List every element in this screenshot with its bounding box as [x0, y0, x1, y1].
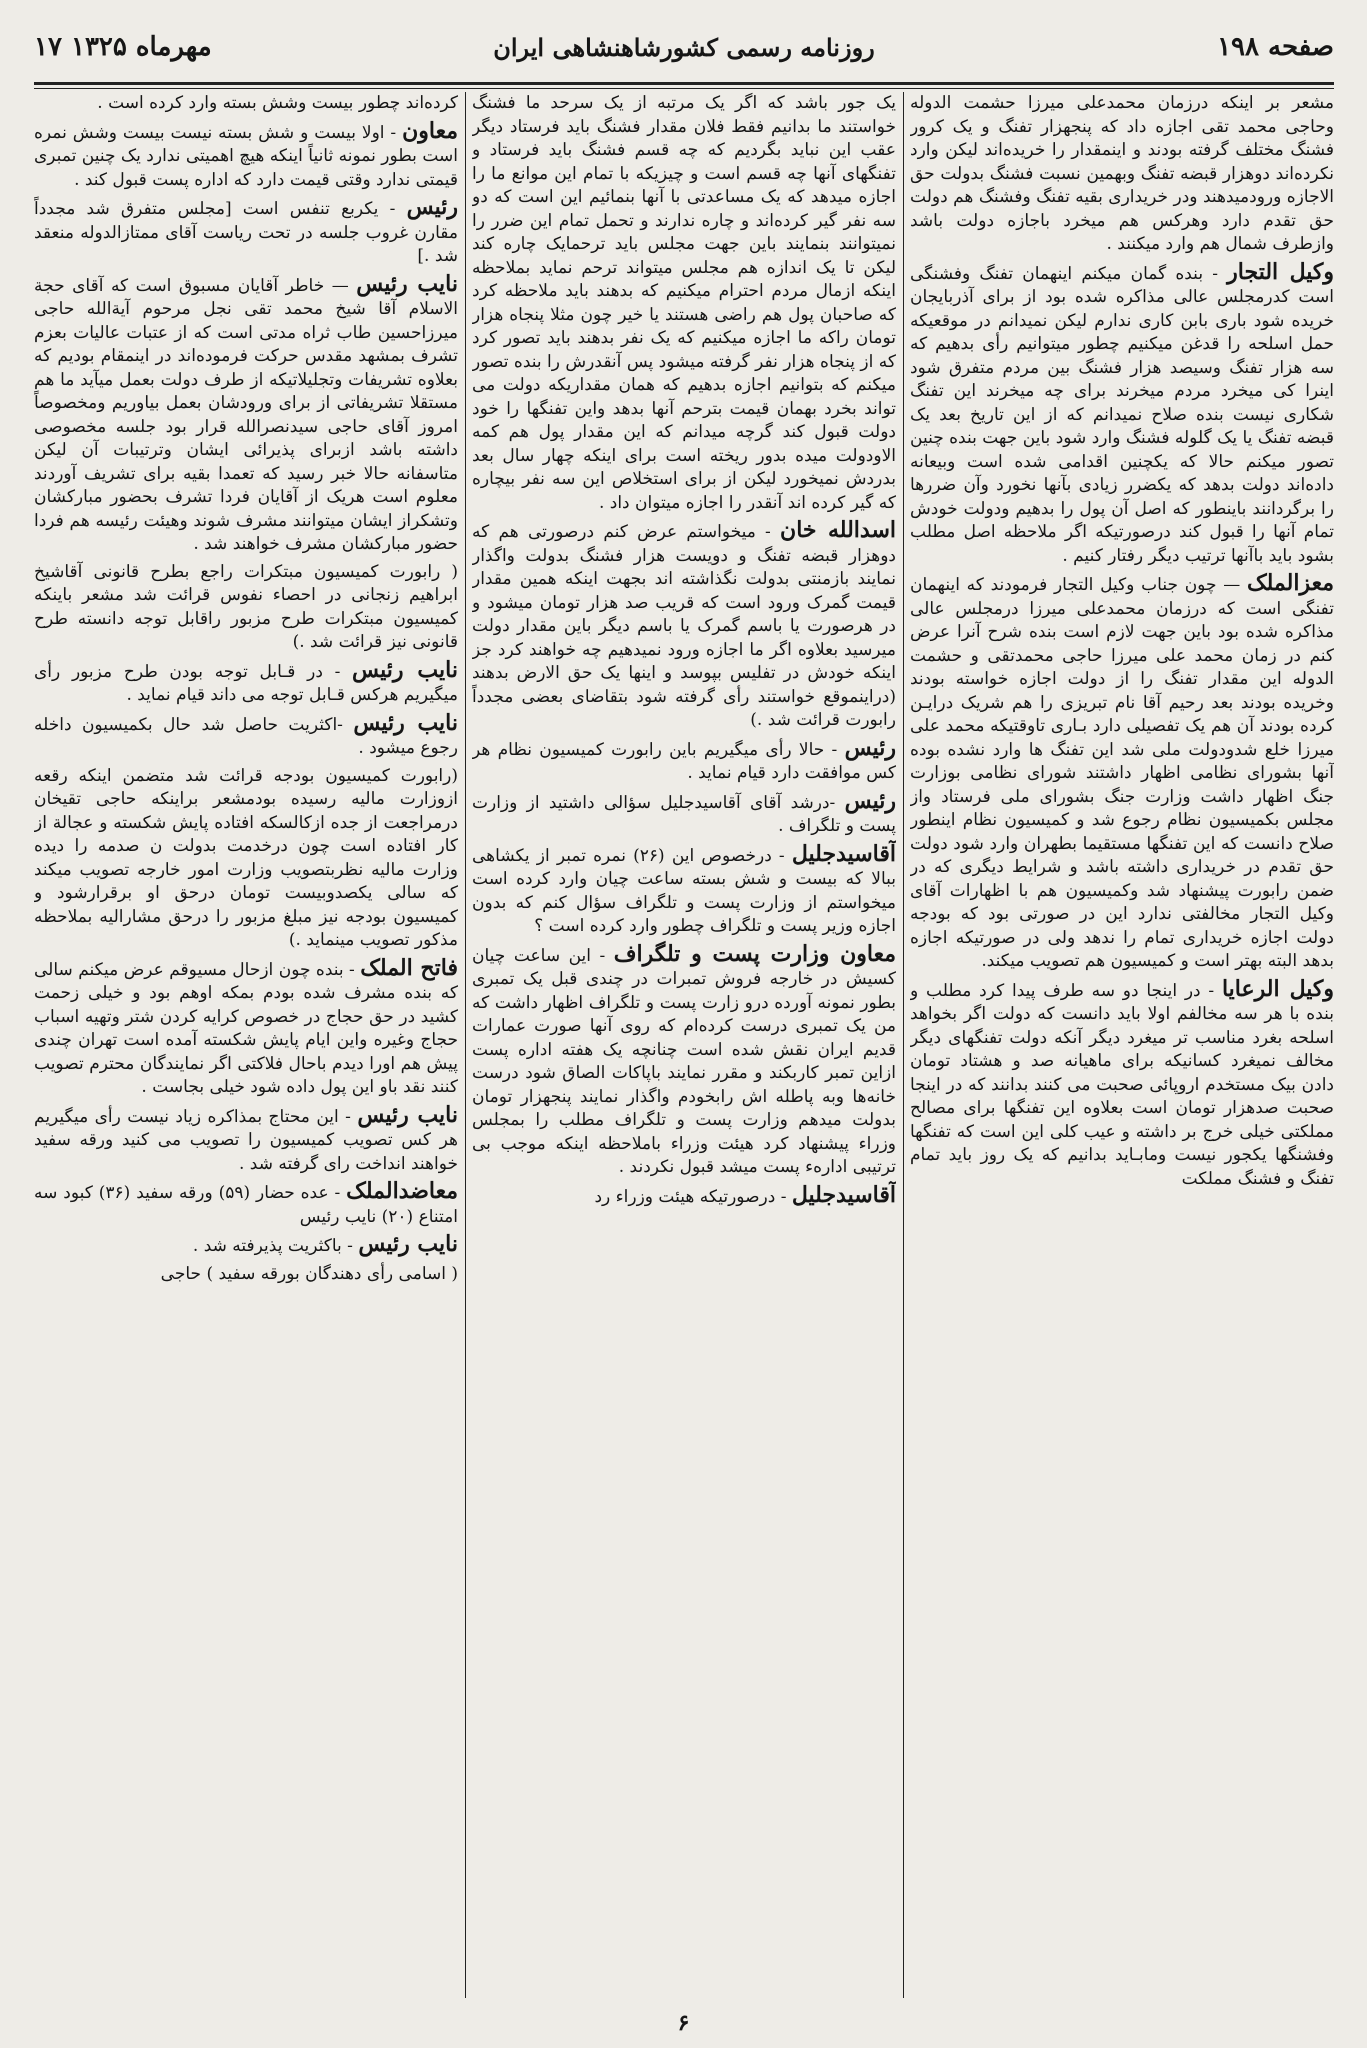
paragraph — [472, 734, 896, 786]
speaker-name: معاون — [402, 117, 458, 144]
speaker-name: وکیل التجار — [1227, 258, 1334, 285]
paragraph — [910, 92, 1334, 257]
paragraph — [34, 1233, 458, 1259]
paragraph-text: کرده‌اند چطور بیست وشش بسته وارد کرده است . — [97, 93, 458, 113]
paragraph-text: - حالا رأی میگیریم باین رابورت کمیسیون نظام هر کس موافقت دارد قیام نماید . — [472, 739, 896, 783]
speaker-name: رئیس — [406, 194, 458, 220]
paragraph-text: — خاطر آقایان مسبوق است که آقای حجة الاسلام آقا شیخ محمد تقی نجل مرحوم آیةالله حاجی میرزاحسین طاب ثراه مدتی است که از عتبات عالیات بعزم تشرف بمشهد مقدس حرکت فرموده‌اند در اینمقام بودیم که بعلاوه تشریفات وتجلیلاتیکه از طرف دولت بعمل میآید ما هم مستقلا تشریفاتی از برای ورودشان بعمل بیاوریم ومخصوصاً امروز آقای حاجی سیدنصرالله قرار بود جلسه مخصوصی داشته باشد ازبرای پذیرائی ایشان وترتیبات آن لیکن متاسفانه حالا خبر رسید که تعمدا بقیه برای تشریف آوردند معلوم است هریک از آقایان فردا تشرف بحضور مبارکشان وتشکراز ایشان میتوانند مشرف شوند وهیئت رئیسه هم فردا حضور مبارکشان مشرف خواهند شد . — [34, 275, 458, 554]
newspaper-title: روزنامه رسمی کشورشاهنشاهی ایران — [493, 32, 875, 62]
speaker-name: معاضدالملک — [346, 1178, 458, 1204]
paragraph-text: - این ساعت چیان کسیش در خارجه فروش تمبرات در چندی قبل یک تمبری بطور نمونه آورده درو زارت پست و تلگراف اظهار داشت که من یک تمبری درست کرده‌ام که روی آنها صورت عمارات قدیم ایران نقش شده است چنانچه یک هفته اداره پست ازاین تمبر کاربکند و مقرر نمایند باپاکات الصاق شود درست خانه‌ها وبه پاطله اش رابخودم واگذار نمایند پنجهزار تومان بدولت میدهم وزارت پست و تلگراف مطلب را بمجلس وزراء پیشنهاد کرد هیئت وزراء باملاحظه اینکه موجب بی ترتیبی ادارهء پست میشد قبول نکردند . — [472, 945, 896, 1177]
column-divider — [903, 92, 904, 1998]
paragraph — [34, 270, 458, 557]
paragraph — [34, 561, 458, 655]
paragraph — [472, 519, 896, 733]
paragraph-text: - در اینجا دو سه طرف پیدا کرد مطلب و بنده با هر سه مخالفم اولا باید دانست که دولت اگر بخواهد اسلحه بغرد مناسب تر میغرد دیگر آنکه دولت تفنگهای دیگر مخالف نمیغرد کسانیکه برای ماهیانه صد و هشتاد تومان دادن بیک مستخدم اروپائی صحبت می کنند بدانند که در اینجا صحبت صدهزار تومان است بعلاوه این تفنگها برای مصالح مملکتی خیلی خرج بر داشته و عیب کلی این است که تفنگها وفشنگها یکجور نیست ومابـاید بدانیم که یک روز باید تمام تفنگ و فشنگ مملکت — [910, 980, 1334, 1189]
column-middle — [472, 92, 896, 1998]
paragraph-text: مشعر بر اینکه درزمان محمدعلی میرزا حشمت الدوله وحاجی محمد تقی اجازه داد که پنجهزار تفنگ و یک کرور فشنگ مختلف گرفته بودند و اینمقدار را خریده‌اند لیکن وارد نکرده‌اند دوهزار قبضه تفنگ وبهمین نسبت فشنگ بدولت حق الاجازه ورودمیدهند ودر خریداری بقیه تفنگ وفشنگ هم دولت حق تقدم دارد وهرکس هم میخرد باجازه دولت باشد وازطرف شمال هم وارد میکنند . — [910, 93, 1334, 254]
paragraph-text: - میخواستم عرض کنم درصورتی هم که دوهزار قبضه تفنگ و دویست هزار فشنگ بدولت واگذار نمایند بازمنتی بدولت نگذاشته اند بجهت اینکه همین مقدار قیمت گمرک ورود است که قریب صد هزار تومان میشود و در هرصورت یا باسم گمرک یا باسم دیگر باین مقدار دولت میرسید بعلاوه اگر ما اجازه ورود نمیدهیم چه خواهند کرد جز اینکه خودش در تفلیس بپوسد و اینها یک حق الارض بدهند (دراینموقع خواستند رأی گرفته شود بتقاضای بعضی مجدداً رابورت قرائت شد .) — [472, 522, 896, 730]
page-header — [34, 14, 1334, 80]
speaker-name: وکیل الرعایا — [1221, 975, 1334, 1002]
paragraph — [34, 709, 458, 761]
paragraph-text: ( اسامی رأی دهندگان بورقه سفید ) حاجی — [160, 1263, 458, 1284]
column-divider — [465, 92, 466, 1998]
paragraph — [472, 940, 896, 1180]
paragraph — [472, 787, 896, 839]
speaker-name: نایب رئیس — [352, 656, 458, 683]
paragraph — [34, 656, 458, 708]
column-right — [910, 92, 1334, 1998]
paragraph-text: -اکثریت حاصل شد حال بکمیسیون داخله رجوع میشود . — [34, 714, 458, 758]
column-left — [34, 92, 458, 1998]
speaker-name: آقاسیدجلیل — [791, 840, 896, 867]
paragraph-text: — چون جناب وکیل التجار فرمودند که اینهمان تفنگی است که درزمان محمدعلی میرزا درمجلس عالی مذاکره شده بود باین جهت لازم است بنده شرح آنرا عرض کنم در زمان محمد علی میرزا حاجی محمدتقی و حشمت الدوله این مقدار تفنگ را از دولت اجازه خواسته بودند وخریده بودند بعد رحیم آقا نام تبریزی را هم شریک درایـن کرده بودند آن هم یک تفصیلی دارد بـاری تاوقتیکه محمد علی میرزا خلع شدودولت ملی شد این تفنگ ها وارد نشده بوده آنها بشورای نظامی اظهار داشتند شورای نظامی بوزارت جنگ اظهار داشت وزارت جنگ بشورای ملی فرستاد واز مجلس بکمیسیون نظام رجوع شد و کمیسیون نظام اینطور صلاح دانست که این تفنگها مستقیما بطهران وارد شود دولت حق تقدم در خریداری داشته باشد و شرایط دیگری که در ضمن رابورت پیشنهاد شد وکمیسیون هم با اظهارات آقای وکیل التجار مخالفتی ندارد این در صورتی بود که بودجه دولت اجازه خریداری تمام را ندهد ولی در صورتیکه اجازه بدهد البته بهتر است و کمیسیون هم تصویب میکند. — [910, 575, 1334, 971]
speaker-name: فاتح الملک — [360, 954, 458, 981]
paragraph-text: - یکربع تنفس است [مجلس متفرق شد مجدداً مقارن غروب جلسه در تحت ریاست آقای ممتازالدوله منعقد شد .] — [34, 199, 458, 266]
speaker-name: معزالملک — [1246, 570, 1334, 596]
speaker-name: معاون وزارت پست و تلگراف — [613, 940, 896, 967]
paragraph — [34, 92, 458, 116]
paragraph — [472, 92, 896, 515]
speaker-name: رئیس — [844, 787, 896, 814]
speaker-name: نایب رئیس — [358, 1231, 458, 1257]
speaker-name: اسدالله خان — [780, 517, 896, 543]
paragraph — [472, 840, 896, 939]
paragraph-text: (رابورت کمیسیون بودجه قرائت شد متضمن اینکه رقعه ازوزارت مالیه رسیده بودمشعر براینکه حاجی تقیخان درمراجعت از جده ازکالسکه افتاده پایش شکسته و عجالة از کار افتاده است چون درخدمت بدولت ن صدمه را دیده وزارت مالیه نظربتصویب وزارت امور خارجه تصویب میکند که سالی یکصدوبیست تومان درحق او برقرارشود و کمیسیون بودجه نیز مبلغ مزبور را درحق مشارالیه بملاحظه مذکور تصویب مینماید .) — [34, 765, 458, 950]
paragraph-text: - باکثریت پذیرفته شد . — [192, 1236, 359, 1256]
paragraph-text: - بنده گمان میکنم اینهمان تفنگ وفشنگی است کدرمجلس عالی مذاکره شده بود از برای آذربایجان خریده شود باری بابن کاری ندارم لیکن نمیدانم در موقعیکه حمل اسلحه را قدغن میکنیم چطور میتوانیم رأی بدهیم که سه هزار تفنگ وسیصد هزار فشنگ بین مردم متفرق شود اینرا کی میخرد مردم میخرند برای چه میخرند این تفنگ شکاری نیست بنده صلاح نمیدانم که از این تاریخ بعد یک قبضه تفنگ یا یک گلوله فشنگ وارد شود باین جهت بنده چنین تصور میکنم حالا که یکچنین اقدامی شده است وبیعانه داده‌اند دولت بدهد که یکضرر زیادی بآنها نخورد وآن ضررها را برگردانند باینطور که اصل آن پول را بدهیم ودولت خودش تمام آنها را قبول کند درصورتیکه اگر ملاحظه اصل مطلب بشود باید باآنها ترتیب دیگر رفتار کنیم . — [910, 263, 1334, 566]
paragraph-text: یک جور باشد که اگر یک مرتبه از یک سرحد ما فشنگ خواستند ما بدانیم فقط فلان مقدار فشنگ باید فرستاد دیگر عقب این نباید بگردیم که چه قسم فشنگ باید فرستاد و تفنگهای آنها چه قسم است و چیزیکه با تمام این موانع ما را اجازه میدهد که یک مساعدتی با آنها بنمائیم این است که دو سه نفر گیر کرده‌اند و چاره ندارند و تحمل تمام این ضرر را نمیتوانند بنمایند باین جهت مجلس باید ترحمایک چاره کند لیکن تا یک اندازه هم مجلس میتواند ترحم نماید بملاحظه اینکه ازمال مردم احترام میکنیم که بدهند باید ملاحظه کرد که صاحبان پول هم راضی هستند یا خیر چون مثلا پنجاه هزار تومان راکه ما اجازه میکنیم که یک نفر بدهند باید تصور کرد که از پنجاه هزار نفر گرفته میشود پس آنقدرش را بنده تصور میکنم که بتوانیم اجازه بدهیم که همان مقداریکه دولت می تواند بخرد بهمان قیمت بترحم آنها بدهد واین تفنگها را خود دولت قبول کند گرچه میدانم که این مقدار پول هم کمه الاودولت میده بدور ریخته است برای اینکه چهار سال بعد بدردش نمیخورد لیکن از برای استخلاص این سه نفر بیچاره که گیر کرده اند آنقدر را اجازه میتوان داد . — [472, 93, 896, 513]
paragraph — [34, 196, 458, 269]
speaker-name: آقاسیدجلیل — [791, 1181, 896, 1208]
speaker-name: نایب رئیس — [356, 270, 458, 297]
paragraph-text: - این محتاج بمذاکره زیاد نیست رأی میگیریم هر کس تصویب کمیسیون را تصویب می کنید ورقه سفید خواهند انداخت رای گرفته شد . — [34, 1106, 458, 1174]
page-number: ۶ — [677, 2010, 690, 2036]
paragraph — [34, 954, 458, 1100]
page-label: صفحه ۱۹۸ — [1217, 32, 1334, 62]
speaker-name: نایب رئیس — [357, 1101, 458, 1128]
paragraph — [910, 975, 1334, 1192]
paragraph — [910, 572, 1334, 974]
paragraph — [472, 1181, 896, 1210]
text-columns — [34, 92, 1334, 1998]
paragraph — [34, 117, 458, 193]
speaker-name: رئیس — [844, 734, 896, 761]
paragraph — [34, 765, 458, 953]
paragraph — [34, 1263, 458, 1287]
paragraph-text: - درخصوص این (۲۶) نمره تمبر از یکشاهی ببالا که بیست و شش بسته ساعت چیان وارد کرده است میخواستم از وزارت پست و تلگراف سؤال کنم که بدون اجازه وزیر پست و تلگراف چطور وارد کرده است ؟ — [472, 845, 896, 936]
paragraph-text: ( رابورت کمیسیون مبتکرات راجع بطرح قانونی آقاشیخ ابراهیم زنجانی در احصاء نفوس قرائت شد مشعر باینکه کمیسیون مبتکرات طرح مزبور راقابل توجه دانسته طرح قانونی نیز قرائت شد .) — [34, 561, 458, 652]
header-rule-thin — [34, 88, 1334, 89]
paragraph-text: - درصورتیکه هیئت وزراء رد — [594, 1186, 792, 1207]
paragraph-text: - عده حضار (۵۹) ورقه سفید (۳۶) کبود سه امتناع (۲۰) نایب رئیس — [34, 1183, 458, 1227]
paragraph-text: - در قـابل توجه بودن طرح مزبور رأی میگیریم هرکس قـابل توجه می داند قیام نماید . — [34, 661, 458, 705]
paragraph — [34, 1101, 458, 1177]
speaker-name: نایب رئیس — [353, 709, 458, 736]
paragraph-text: -درشد آقای آقاسیدجلیل سؤالی داشتید از وزارت پست و تلگراف . — [472, 792, 896, 836]
header-rule — [34, 82, 1334, 85]
paragraph-text: - بنده چون ازحال مسیوقم عرض میکنم سالی که بنده مشرف شده بودم بمکه اوهم بود و خیلی زحمت کشید در حق حجاج در خصوص کرایه کردن شتر وتهیه اسباب حجاج وغیره واین ایام پایش شکسته آمده است تهران چندی پیش هم اورا دیدم باحال فلاکتی اگر نمایندگان محترم تصویب کنند نقد باو این پول داده شود خیلی بجاست . — [34, 959, 458, 1097]
paragraph-text: - اولا بیست و شش بسته نیست بیست وشش نمره است بطور نمونه ثانیاً اینکه هیچ اهمیتی ندارد یک چنین تمبری قیمتی ندارد وقتی قیمت دارد که اداره پست قبول کند . — [34, 122, 458, 190]
paragraph — [34, 1180, 458, 1229]
issue-date: ۱۷ مهرماه ۱۳۲۵ — [34, 32, 212, 62]
paragraph — [910, 258, 1334, 569]
